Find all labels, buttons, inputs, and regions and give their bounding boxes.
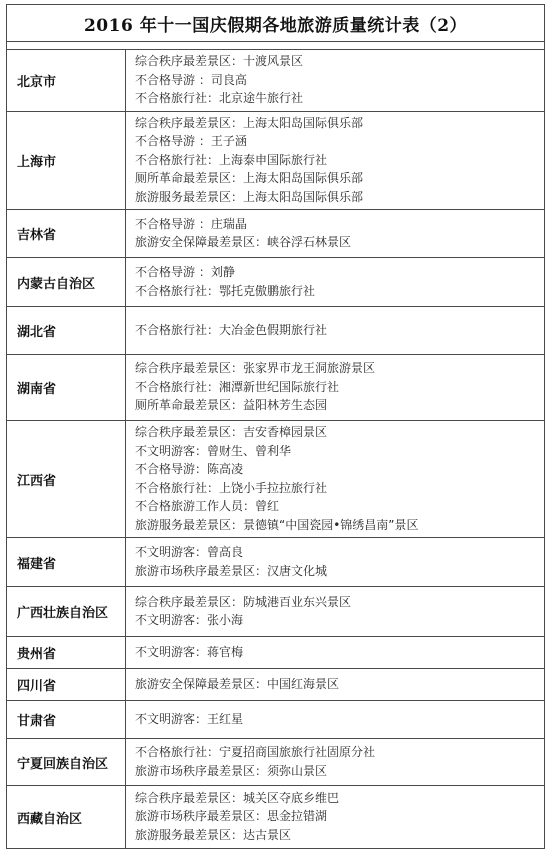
detail-line: 不文明游客：曾财生、曾利华: [135, 443, 292, 458]
region-name: 广西壮族自治区: [7, 587, 126, 637]
region-details: [126, 739, 545, 786]
detail-line: 旅游安全保障最差景区：峡谷浮石林景区: [135, 235, 352, 249]
detail-line: 旅游市场秩序最差景区：思金拉错湖: [135, 809, 328, 824]
detail-line: 综合秩序最差景区：十渡风景区: [135, 54, 304, 68]
region-details: [126, 786, 545, 849]
region-name: 上海市: [7, 111, 126, 210]
detail-line: 旅游安全保障最差景区：中国红海景区: [135, 676, 340, 691]
region-details: [126, 637, 545, 669]
table-row: [7, 786, 545, 849]
region-details: [126, 258, 545, 307]
region-name: 吉林省: [7, 210, 126, 258]
region-name: 宁夏回族自治区: [7, 739, 126, 786]
detail-line: 综合秩序最差景区：防城港百业东兴景区: [135, 594, 352, 609]
region-details: [126, 307, 545, 355]
region-name: 北京市: [7, 50, 126, 112]
table-row: [7, 669, 545, 701]
table-row: [7, 739, 545, 786]
region-name: 湖南省: [7, 355, 126, 421]
detail-line: 旅游市场秩序最差景区：汉唐文化城: [135, 563, 328, 578]
table-row: [7, 307, 545, 355]
detail-line: 不合格旅游工作人员：曾红: [135, 499, 280, 513]
region-details: [126, 538, 545, 587]
table-row: [7, 258, 545, 307]
spacer-row: [7, 42, 545, 50]
detail-line: 不合格旅行社：宁夏招商国旅旅行社固原分社: [135, 745, 376, 759]
detail-line: 综合秩序最差景区：城关区夺底乡维巴: [135, 790, 340, 805]
table-body: [7, 5, 545, 849]
detail-line: 综合秩序最差景区：上海太阳岛国际俱乐部: [135, 115, 364, 130]
table-row: [7, 587, 545, 637]
spacer-cell: [7, 42, 545, 50]
table-row: [7, 111, 545, 210]
region-name: 贵州省: [7, 637, 126, 669]
table-title: 2016 年十一国庆假期各地旅游质量统计表（2）: [7, 5, 545, 42]
region-details: [126, 587, 545, 637]
region-details: [126, 669, 545, 701]
table-row: [7, 701, 545, 739]
region-name: 湖北省: [7, 307, 126, 355]
detail-line: 不合格旅行社：上海泰申国际旅行社: [135, 152, 328, 167]
region-name: 甘肃省: [7, 701, 126, 739]
detail-line: 不文明游客：蒋官梅: [135, 644, 244, 659]
table-row: [7, 210, 545, 258]
detail-line: 旅游市场秩序最差景区：须弥山景区: [135, 763, 328, 778]
detail-line: 不合格导游 ：王子涵: [135, 134, 247, 148]
detail-line: 不合格导游 ：刘静: [135, 265, 235, 279]
region-details: [126, 355, 545, 421]
table-row: [7, 50, 545, 112]
region-name: 西藏自治区: [7, 786, 126, 849]
region-name: 内蒙古自治区: [7, 258, 126, 307]
detail-line: 不合格旅行社：上饶小手拉拉旅行社: [135, 480, 328, 495]
region-name: 福建省: [7, 538, 126, 587]
detail-line: 不合格旅行社：鄂托克傲鹏旅行社: [135, 283, 316, 298]
region-name: 四川省: [7, 669, 126, 701]
table-row: [7, 421, 545, 538]
region-details: [126, 210, 545, 258]
detail-line: 不合格导游 ：庄瑞晶: [135, 216, 247, 231]
detail-line: 厕所革命最差景区：益阳林芳生态园: [135, 398, 328, 413]
detail-line: 旅游服务最差景区：景德镇“中国瓷园•锦绣昌南”景区: [135, 517, 419, 532]
detail-line: 厕所革命最差景区：上海太阳岛国际俱乐部: [135, 171, 364, 185]
detail-line: 不合格导游 ：司良高: [135, 72, 247, 87]
region-details: [126, 50, 545, 112]
table-row: [7, 355, 545, 421]
detail-line: 不合格导游：陈高凌: [135, 462, 244, 476]
region-details: [126, 111, 545, 210]
detail-line: 不文明游客：曾高良: [135, 545, 244, 559]
detail-line: 不合格旅行社：大冶金色假期旅行社: [135, 322, 328, 337]
detail-line: 不合格旅行社：北京途牛旅行社: [135, 91, 304, 105]
detail-line: 综合秩序最差景区：张家界市龙王洞旅游景区: [135, 361, 376, 376]
detail-line: 不合格旅行社：湘潭新世纪国际旅行社: [135, 379, 340, 394]
region-details: [126, 701, 545, 739]
detail-line: 不文明游客：张小海: [135, 613, 244, 627]
tourism-quality-table: [6, 4, 545, 849]
table-row: [7, 538, 545, 587]
region-name: 江西省: [7, 421, 126, 538]
detail-line: 不文明游客：王红星: [135, 711, 244, 726]
detail-line: 旅游服务最差景区：上海太阳岛国际俱乐部: [135, 189, 364, 204]
table-row: [7, 637, 545, 669]
region-details: [126, 421, 545, 538]
detail-line: 综合秩序最差景区：吉安香樟园景区: [135, 425, 328, 439]
detail-line: 旅游服务最差景区：达古景区: [135, 827, 292, 842]
title-row: [7, 5, 545, 42]
